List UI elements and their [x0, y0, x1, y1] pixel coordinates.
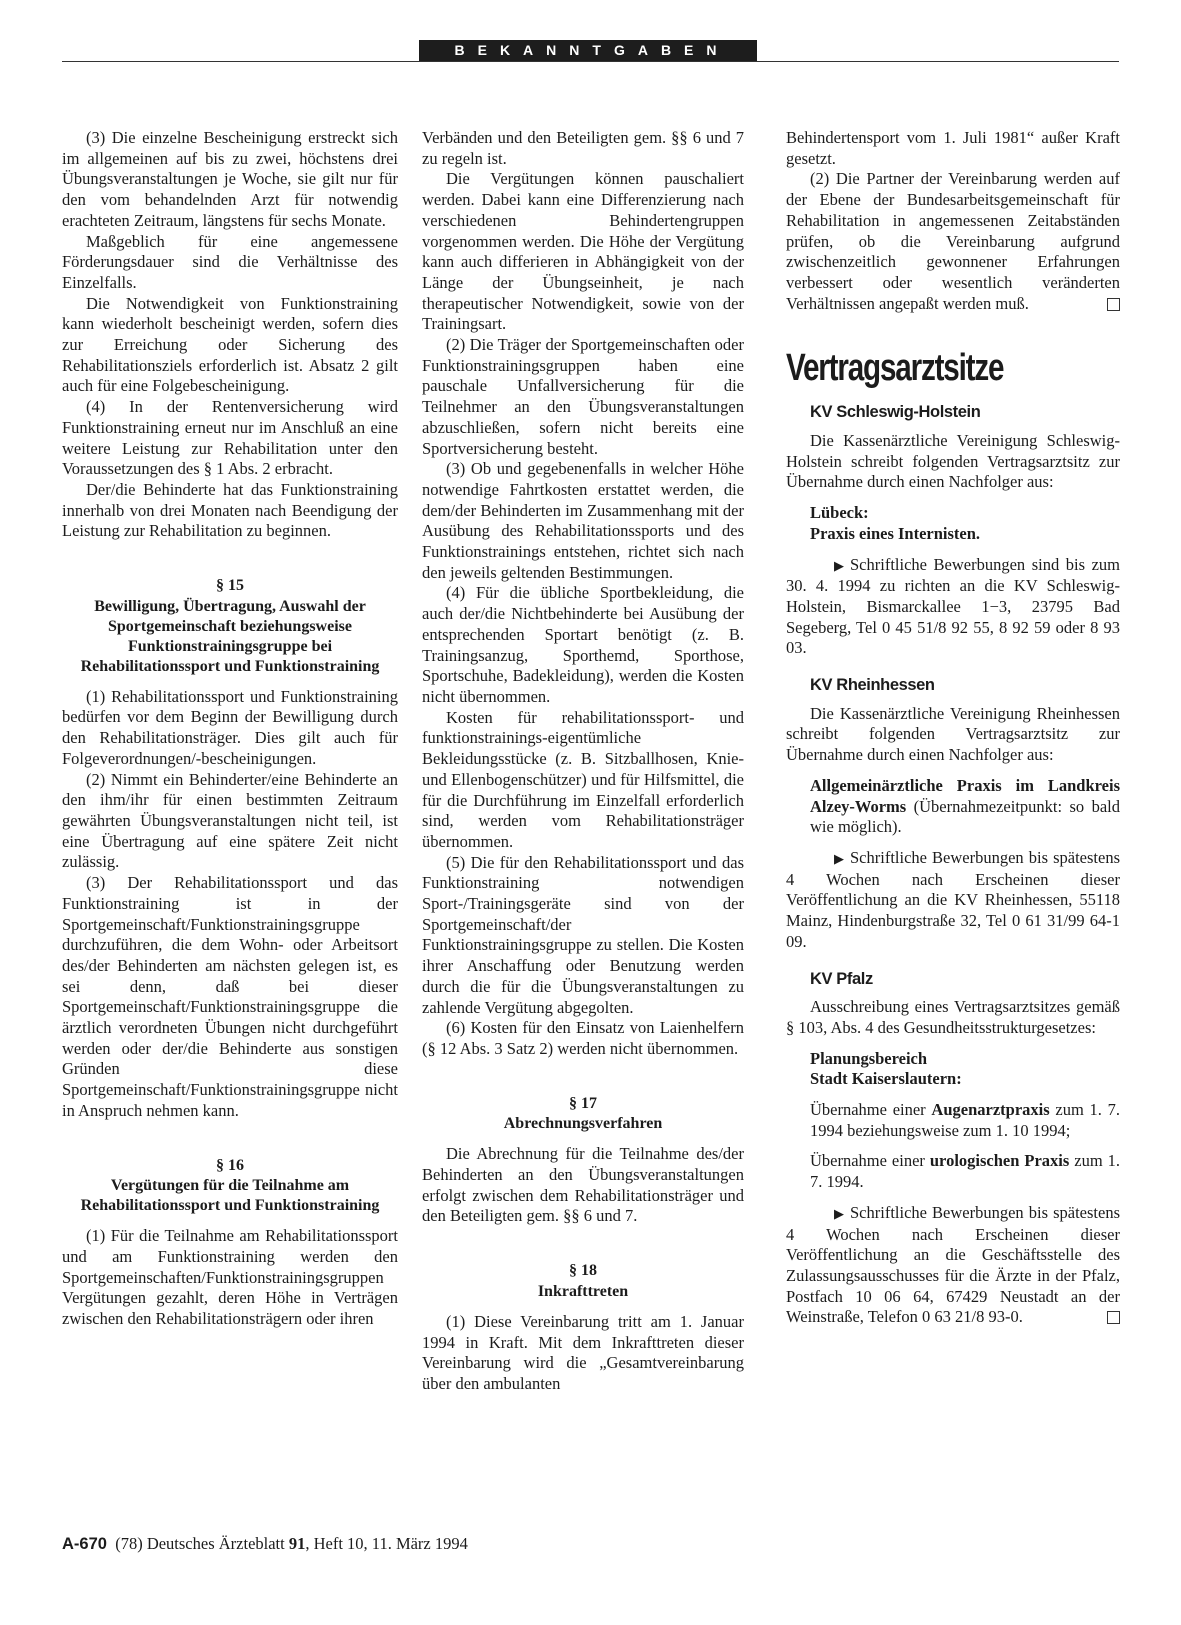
listing-item: Übernahme einer Augenarztpraxis zum 1. 7. 1994 beziehungsweise zum 1. 10 1994; [810, 1100, 1120, 1140]
listing-area: Stadt Kaiserslautern: [810, 1069, 962, 1089]
application-info: ▶ Schriftliche Bewerbungen bis spätestens 4 Wochen nach Erscheinen dieser Veröffentlichung an die Geschäftsstelle des Zulassungsausschusses für die Ärzte in der Pfalz, Postfach 10 06 64, 67429 Neustadt an der Weinstraße, Telefon 0 63 21/8 93-0. [786, 1202, 1120, 1327]
section-heading: Vertragsarztsitze [786, 347, 1004, 390]
paragraph: Die Kassenärztliche Vereinigung Schleswig-Holstein schreibt folgenden Vertragsarztsitz zur Übernahme durch einen Nachfolger aus: [786, 431, 1120, 492]
kv-heading: KV Pfalz [810, 969, 873, 988]
section-title: Bewilligung, Übertragung, Auswahl der Sportgemeinschaft beziehungsweise Funktionstrainingsgruppe bei Rehabilitationssport und Funktionstraining [80, 597, 380, 675]
paragraph: (2) Die Träger der Sportgemeinschaften oder Funktionstrainingsgruppen haben eine pauschale Unfallversicherung für die Teilnehmer an den Übungsveranstaltungen abzuschließen, sofern nicht bereits eine Sportversicherung besteht. [422, 335, 744, 458]
section-title: Vergütungen für die Teilnahme am Rehabilitationssport und Funktionstraining [80, 1177, 380, 1215]
section-title: Abrechnungsverfahren [503, 1115, 663, 1133]
issue-info: , Heft 10, 11. März 1994 [305, 1534, 468, 1553]
paragraph: (1) Diese Vereinbarung tritt am 1. Januar 1994 in Kraft. Mit dem Inkrafttreten dieser Vereinbarung wird die „Gesamtvereinbarung über den ambulanten [422, 1311, 744, 1393]
triangle-bullet-icon: ▶ [834, 850, 844, 866]
triangle-bullet-icon: ▶ [834, 1205, 844, 1221]
paragraph: Die Kassenärztliche Vereinigung Rheinhessen schreibt folgenden Vertragsarztsitz zur Übernahme durch einen Nachfolger aus: [786, 703, 1120, 765]
paragraph: Die Notwendigkeit von Funktionstraining kann wiederholt bescheinigt werden, sofern dies zur Erreichung oder Sicherung des Rehabilitationsziels erforderlich ist. Absatz 2 gilt auch für eine Folgebescheinigung. [62, 293, 398, 396]
paragraph: (3) Ob und gegebenenfalls in welcher Höhe notwendige Fahrtkosten erstattet werden, die dem/der Behinderten im Zusammenhang mit der Ausübung des Rehabilitationssports und des Funktionstrainings entstehen, richtet sich nach den jeweils geltenden Bestimmungen. [422, 459, 744, 582]
header-rule [62, 61, 1119, 62]
paragraph: (4) In der Rentenversicherung wird Funktionstraining erneut nur im Anschluß an eine weitere Leistung zur Rehabilitation unter den Voraussetzungen des § 1 Abs. 2 erbracht. [62, 397, 398, 479]
paragraph: (2) Nimmt ein Behinderter/eine Behinderte an den ihm/ihr für einen bestimmten Zeitraum gewährten Übungsveranstaltungen nicht teil, ist eine Übertragung auf eine spätere Zeit nicht zulässig. [62, 769, 398, 872]
kv-heading: KV Rheinhessen [810, 676, 935, 695]
paragraph: Behindertensport vom 1. Juli 1981“ außer Kraft gesetzt. [786, 128, 1120, 168]
section-banner: BEKANNTGABEN [419, 40, 757, 61]
paragraph: (5) Die für den Rehabilitationssport und das Funktionstraining notwendigen Sport-/Trainingsgeräte sind von der Sportgemeinschaft/der Funktionstrainingsgruppe zu stellen. Die Kosten ihrer Anschaffung oder Benutzung werden durch die für die Übungsveranstaltungen zu zahlende Vergütung abgegolten. [422, 852, 744, 1017]
page-footer [62, 1534, 468, 1554]
listing-practice: Allgemeinärztliche Praxis im Landkreis Alzey-Worms (Übernahmezeitpunkt: so bald wie möglich). [810, 775, 1120, 837]
listing-practice: Praxis eines Internisten. [810, 523, 981, 543]
paragraph: Kosten für rehabilitationssport- und funktionstrainings-eigentümliche Bekleidungsstücke (z. B. Sitzballhosen, Knie- und Ellenbogenschützer) und für Hilfsmittel, die für die Durchführung im Einzelfall erforderlich sind, werden vom Rehabilitationsträger übernommen. [422, 707, 744, 851]
end-mark-icon [1107, 1311, 1120, 1324]
column-2 [422, 128, 744, 1395]
paragraph: (1) Für die Teilnahme am Rehabilitationssport und am Funktionstraining werden den Sportgemeinschaften/Funktionstrainingsgruppen Vergütungen gezahlt, deren Höhe in Verträgen zwischen den Rehabilitationsträgern oder ihren [62, 1226, 398, 1329]
paragraph: Verbänden und den Beteiligten gem. §§ 6 und 7 zu regeln ist. [422, 128, 744, 168]
column-1 [62, 128, 398, 1330]
paragraph: Ausschreibung eines Vertragsarztsitzes gemäß § 103, Abs. 4 des Gesundheitsstrukturgesetzes: [786, 997, 1120, 1037]
volume-number: 91 [288, 1534, 306, 1553]
paragraph: Maßgeblich für eine angemessene Förderungsdauer sind die Verhältnisse des Einzelfalls. [62, 231, 398, 292]
page-number: A-670 [62, 1535, 107, 1553]
paragraph: (6) Kosten für den Einsatz von Laienhelfern (§ 12 Abs. 3 Satz 2) werden nicht übernommen. [422, 1018, 744, 1058]
publication-info: (78) Deutsches Ärzteblatt [115, 1534, 289, 1553]
application-info: ▶ Schriftliche Bewerbungen bis spätestens 4 Wochen nach Erscheinen dieser Veröffentlichung an die KV Rheinhessen, 55118 Mainz, Hindenburgstraße 32, Tel 0 61 31/99 64-1 09. [786, 847, 1120, 951]
listing-city: Lübeck: [810, 503, 869, 523]
paragraph: Der/die Behinderte hat das Funktionstraining innerhalb von drei Monaten nach Beendigung der Leistung zur Rehabilitation zu beginnen. [62, 479, 398, 541]
section-title: Inkrafttreten [537, 1282, 629, 1300]
listing-item: Übernahme einer urologischen Praxis zum 1. 7. 1994. [810, 1151, 1120, 1192]
section-number: § 17 [569, 1094, 597, 1112]
paragraph: Die Abrechnung für die Teilnahme des/der Behinderten an den Übungsveranstaltungen erfolgt zwischen dem Rehabilitationsträger und den Beteiligten gem. §§ 6 und 7. [422, 1144, 744, 1226]
application-info: ▶ Schriftliche Bewerbungen sind bis zum 30. 4. 1994 zu richten an die KV Schleswig-Holstein, Bismarckallee 1−3, 23795 Bad Segeberg, Tel 0 45 51/8 92 55, 8 92 59 oder 8 93 03. [786, 554, 1120, 658]
listing-area: Planungsbereich [810, 1048, 928, 1068]
paragraph: (3) Die einzelne Bescheinigung erstreckt sich im allgemeinen auf bis zu zwei, höchstens drei Übungsveranstaltungen je Woche, sie gilt nur für den vom behandelnden Arzt für notwendig erachteten Zeitraum, längstens für sechs Monate. [62, 128, 398, 230]
triangle-bullet-icon: ▶ [834, 557, 844, 573]
paragraph: (3) Der Rehabilitationssport und das Funktionstraining ist in der Sportgemeinschaft/Funktionstrainingsgruppe durchzuführen, die dem Wohn- oder Arbeitsort des/der Behinderten am nächsten gelegen ist, es sei denn, daß bei dieser Sportgemeinschaft/Funktionstrainingsgruppe die ärztlich verordneten Übungen nicht durchgeführt werden oder der/die Behinderte aus sonstigen Gründen diese Sportgemeinschaft/Funktionstrainingsgruppe nicht in Anspruch nehmen kann. [62, 873, 398, 1120]
section-number: § 16 [216, 1156, 244, 1174]
section-number: § 18 [569, 1262, 597, 1280]
column-3 [786, 128, 1120, 1328]
paragraph: Die Vergütungen können pauschaliert werden. Dabei kann eine Differenzierung nach verschiedenen Behindertengruppen vorgenommen werden. Die Höhe der Vergütung kann auch differieren in Abhängigkeit von der Länge der Übungseinheit, je nach therapeutischer Notwendigkeit, sowie von der Trainingsart. [422, 169, 744, 334]
paragraph: (2) Die Partner der Vereinbarung werden auf der Ebene der Bundesarbeitsgemeinschaft für Rehabilitation in angemessenen Zeitabständen prüfen, ob die Vereinbarung aufgrund zwischenzeitlich gewonnener Erfahrungen verbessert oder wesentlich veränderten Verhältnissen angepaßt werden muß. [786, 169, 1120, 313]
end-mark-icon [1107, 298, 1120, 311]
paragraph: (4) Für die übliche Sportbekleidung, die auch der/die Nichtbehinderte bei Ausübung der entsprechenden Sportart benötigt (z. B. Trainingsanzug, Sporthemd, Sporthose, Sportschuhe, Badekleidung), werden die Kosten nicht übernommen. [422, 583, 744, 706]
paragraph: (1) Rehabilitationssport und Funktionstraining bedürfen vor dem Beginn der Bewilligung durch den Rehabilitationsträger. Dies gilt auch für Folgeverordnungen/-bescheinigungen. [62, 686, 398, 768]
kv-heading: KV Schleswig-Holstein [810, 403, 981, 422]
section-number: § 15 [216, 577, 244, 595]
